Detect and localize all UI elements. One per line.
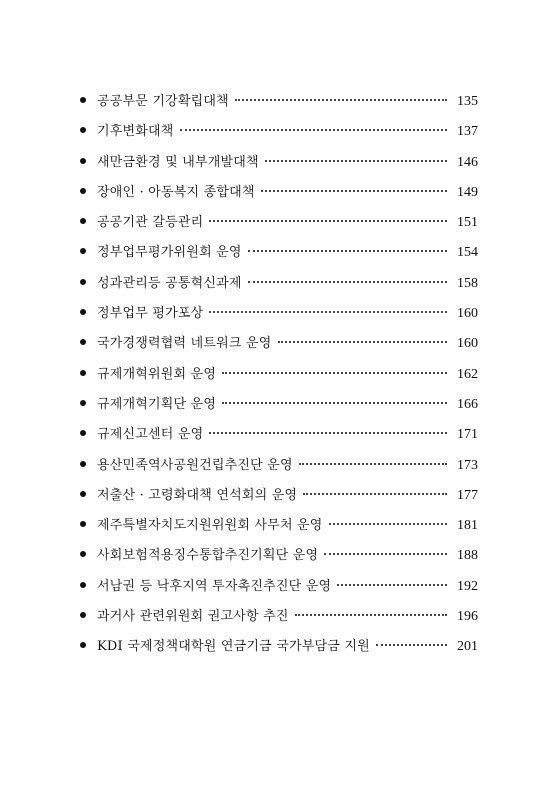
toc-entry-page: 201 — [457, 639, 478, 655]
dot-leader — [248, 279, 447, 283]
toc-entry[interactable] — [80, 605, 478, 635]
toc-entry-title: 공공기관 갈등관리 — [97, 215, 204, 231]
dot-leader — [278, 339, 447, 343]
toc-entry-title: 규제개혁기획단 운영 — [97, 396, 217, 412]
toc-entry[interactable] — [80, 423, 478, 453]
toc-entry[interactable] — [80, 484, 478, 514]
toc-entry-title: 공공부문 기강확립대책 — [97, 94, 229, 109]
toc-entry-page: 137 — [457, 124, 478, 140]
dot-leader — [324, 551, 447, 555]
toc-entry[interactable] — [80, 332, 478, 362]
bullet-icon — [80, 218, 86, 224]
bullet-icon — [80, 158, 86, 164]
dot-leader — [295, 612, 447, 616]
bullet-icon — [80, 400, 86, 406]
toc-entry[interactable] — [80, 241, 478, 271]
bullet-icon — [80, 521, 86, 527]
toc-entry-title: 장애인 · 아동복지 종합대책 — [97, 184, 255, 200]
bullet-icon — [80, 127, 86, 133]
toc-entry-page: 149 — [457, 184, 478, 200]
toc-entry-page: 160 — [457, 336, 478, 352]
toc-entry-page: 188 — [457, 548, 478, 564]
toc-entry-page: 154 — [457, 245, 478, 261]
toc-entry-title: 서남권 등 낙후지역 투자촉진추진단 운영 — [97, 578, 332, 594]
toc-entry-title: 새만금환경 및 내부개발대책 — [97, 154, 259, 170]
toc-entry-title: 국가경쟁력협력 네트워크 운영 — [97, 336, 272, 352]
dot-leader — [248, 248, 447, 252]
bullet-icon — [80, 642, 86, 648]
bullet-icon — [80, 430, 86, 436]
dot-leader — [337, 582, 447, 586]
bullet-icon — [80, 461, 86, 467]
dot-leader — [209, 430, 447, 434]
dot-leader — [222, 400, 447, 404]
toc-entry[interactable] — [80, 120, 478, 150]
toc-entry-title: 제주특별자치도지원위원회 사무처 운영 — [97, 518, 323, 534]
toc-entry-title: 정부업무평가위원회 운영 — [97, 245, 242, 261]
bullet-icon — [80, 339, 86, 345]
toc-entry[interactable] — [80, 514, 478, 544]
dot-leader — [261, 188, 447, 192]
bullet-icon — [80, 551, 86, 557]
toc-entry[interactable] — [80, 151, 478, 181]
toc-entry[interactable] — [80, 544, 478, 574]
dot-leader — [329, 521, 447, 525]
toc-entry-page: 173 — [457, 457, 478, 473]
toc-entry-page: 181 — [457, 518, 478, 534]
toc-entry[interactable] — [80, 575, 478, 605]
bullet-icon — [80, 97, 86, 103]
toc-entry-page: 177 — [457, 487, 478, 503]
dot-leader — [265, 158, 447, 162]
toc-entry-page: 171 — [457, 427, 478, 443]
dot-leader — [222, 370, 447, 374]
toc-entry-page: 160 — [457, 306, 478, 322]
toc-entry[interactable] — [80, 90, 478, 120]
dot-leader — [180, 127, 447, 131]
toc-entry-page: 151 — [457, 215, 478, 231]
toc-entry-page: 192 — [457, 578, 478, 594]
toc-entry-page: 135 — [457, 94, 478, 109]
toc-entry-title: 과거사 관련위원회 권고사항 추진 — [97, 609, 289, 625]
toc-entry[interactable] — [80, 211, 478, 241]
toc-entry[interactable] — [80, 393, 478, 423]
bullet-icon — [80, 309, 86, 315]
dot-leader — [303, 491, 447, 495]
toc-entry[interactable] — [80, 272, 478, 302]
toc-entry-page: 162 — [457, 366, 478, 382]
dot-leader — [235, 97, 447, 101]
toc-entry[interactable] — [80, 181, 478, 211]
bullet-icon — [80, 612, 86, 618]
toc-entry-title: 성과관리등 공통혁신과제 — [97, 275, 242, 291]
toc-entry-title: 정부업무 평가포상 — [97, 306, 204, 322]
dot-leader — [209, 309, 447, 313]
bullet-icon — [80, 188, 86, 194]
toc-entry-title: 기후변화대책 — [97, 124, 174, 140]
bullet-icon — [80, 279, 86, 285]
toc-entry-page: 196 — [457, 609, 478, 625]
toc-entry-title: 저출산 · 고령화대책 연석회의 운영 — [97, 487, 298, 503]
toc-entry[interactable] — [80, 302, 478, 332]
bullet-icon — [80, 491, 86, 497]
bullet-icon — [80, 370, 86, 376]
toc-entry-title: 용산민족역사공원건립추진단 운영 — [97, 457, 293, 473]
toc-entry-title: 사회보험적용징수통합추진기획단 운영 — [97, 548, 319, 564]
bullet-icon — [80, 248, 86, 254]
dot-leader — [299, 461, 447, 465]
toc-entry-page: 158 — [457, 275, 478, 291]
table-of-contents — [80, 90, 478, 666]
dot-leader — [376, 642, 447, 646]
toc-entry-page: 166 — [457, 396, 478, 412]
toc-entry[interactable] — [80, 454, 478, 484]
dot-leader — [209, 218, 447, 222]
toc-entry-title: KDI 국제정책대학원 연금기금 국가부담금 지원 — [97, 639, 370, 655]
toc-entry-title: 규제신고센터 운영 — [97, 427, 204, 443]
toc-entry[interactable] — [80, 363, 478, 393]
toc-entry[interactable] — [80, 635, 478, 665]
toc-entry-page: 146 — [457, 154, 478, 170]
bullet-icon — [80, 582, 86, 588]
toc-entry-title: 규제개혁위원회 운영 — [97, 366, 217, 382]
